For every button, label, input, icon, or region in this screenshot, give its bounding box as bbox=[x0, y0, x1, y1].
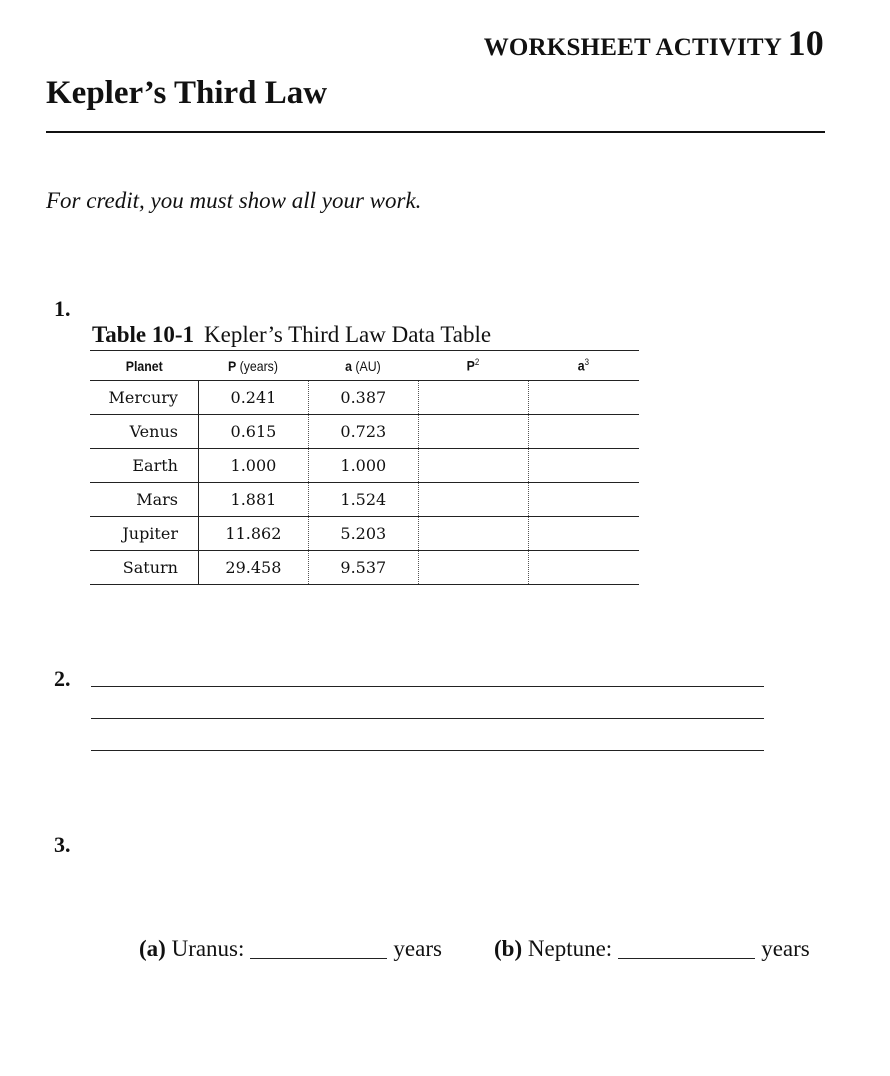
q3-part-a bbox=[139, 936, 442, 962]
table-caption-text: Kepler’s Third Law Data Table bbox=[204, 322, 492, 347]
axis-cubed-cell[interactable] bbox=[528, 415, 639, 449]
period-value: 11.862 bbox=[198, 517, 308, 551]
axis-cubed-cell[interactable] bbox=[528, 517, 639, 551]
part-b-label: Neptune: bbox=[527, 936, 613, 961]
table-row bbox=[90, 551, 639, 585]
planet-name: Saturn bbox=[90, 551, 198, 585]
planet-name: Mercury bbox=[90, 381, 198, 415]
period-value: 0.241 bbox=[198, 381, 308, 415]
worksheet-header bbox=[484, 22, 824, 64]
axis-cubed-cell[interactable] bbox=[528, 483, 639, 517]
header-axis-cubed: $a^3$ bbox=[535, 351, 633, 381]
axis-cubed-cell[interactable] bbox=[528, 381, 639, 415]
axis-value: 1.524 bbox=[308, 483, 418, 517]
period-squared-cell[interactable] bbox=[418, 449, 528, 483]
question-2-number: 2. bbox=[54, 666, 71, 691]
period-value: 0.615 bbox=[198, 415, 308, 449]
part-a-label: Uranus: bbox=[171, 936, 245, 961]
planet-name: Mars bbox=[90, 483, 198, 517]
part-b-marker: (b) bbox=[494, 936, 523, 961]
period-value: 1.881 bbox=[198, 483, 308, 517]
part-a-unit: years bbox=[393, 936, 442, 961]
planet-name: Venus bbox=[90, 415, 198, 449]
period-squared-cell[interactable] bbox=[418, 483, 528, 517]
table-caption bbox=[92, 322, 491, 348]
period-value: 29.458 bbox=[198, 551, 308, 585]
axis-value: 0.387 bbox=[308, 381, 418, 415]
part-a-marker: (a) bbox=[139, 936, 166, 961]
part-b-unit: years bbox=[761, 936, 810, 961]
worksheet-label: WORKSHEET ACTIVITY bbox=[483, 34, 782, 61]
axis-cubed-cell[interactable] bbox=[528, 551, 639, 585]
answer-line-3[interactable] bbox=[91, 750, 764, 751]
axis-value: 0.723 bbox=[308, 415, 418, 449]
uranus-answer-blank[interactable] bbox=[250, 938, 387, 959]
header-semimajor-axis: a (AU) bbox=[315, 351, 412, 381]
table-caption-label: Table 10-1 bbox=[92, 322, 195, 347]
table-row bbox=[90, 483, 639, 517]
answer-line-1[interactable] bbox=[91, 686, 764, 687]
table-row bbox=[90, 415, 639, 449]
table-header-row bbox=[90, 351, 639, 381]
answer-line-2[interactable] bbox=[91, 718, 764, 719]
neptune-answer-blank[interactable] bbox=[618, 938, 755, 959]
kepler-data-table bbox=[90, 350, 639, 585]
q3-part-b bbox=[494, 936, 810, 962]
planet-name: Jupiter bbox=[90, 517, 198, 551]
table-row bbox=[90, 449, 639, 483]
question-3-number: 3. bbox=[54, 832, 71, 857]
title-divider bbox=[46, 131, 825, 133]
axis-value: 9.537 bbox=[308, 551, 418, 585]
period-squared-cell[interactable] bbox=[418, 551, 528, 585]
table-row bbox=[90, 381, 639, 415]
planet-name: Earth bbox=[90, 449, 198, 483]
period-value: 1.000 bbox=[198, 449, 308, 483]
period-squared-cell[interactable] bbox=[418, 517, 528, 551]
question-1-number: 1. bbox=[54, 296, 71, 321]
worksheet-number: 10 bbox=[787, 23, 824, 63]
axis-value: 5.203 bbox=[308, 517, 418, 551]
axis-value: 1.000 bbox=[308, 449, 418, 483]
page-title: Kepler’s Third Law bbox=[46, 75, 328, 111]
table-row bbox=[90, 517, 639, 551]
period-squared-cell[interactable] bbox=[418, 381, 528, 415]
header-period: P (years) bbox=[205, 351, 302, 381]
period-squared-cell[interactable] bbox=[418, 415, 528, 449]
header-planet: Planet bbox=[97, 351, 192, 381]
axis-cubed-cell[interactable] bbox=[528, 449, 639, 483]
instructions-text: For credit, you must show all your work. bbox=[46, 188, 422, 213]
header-period-squared: $P^2$ bbox=[425, 351, 522, 381]
